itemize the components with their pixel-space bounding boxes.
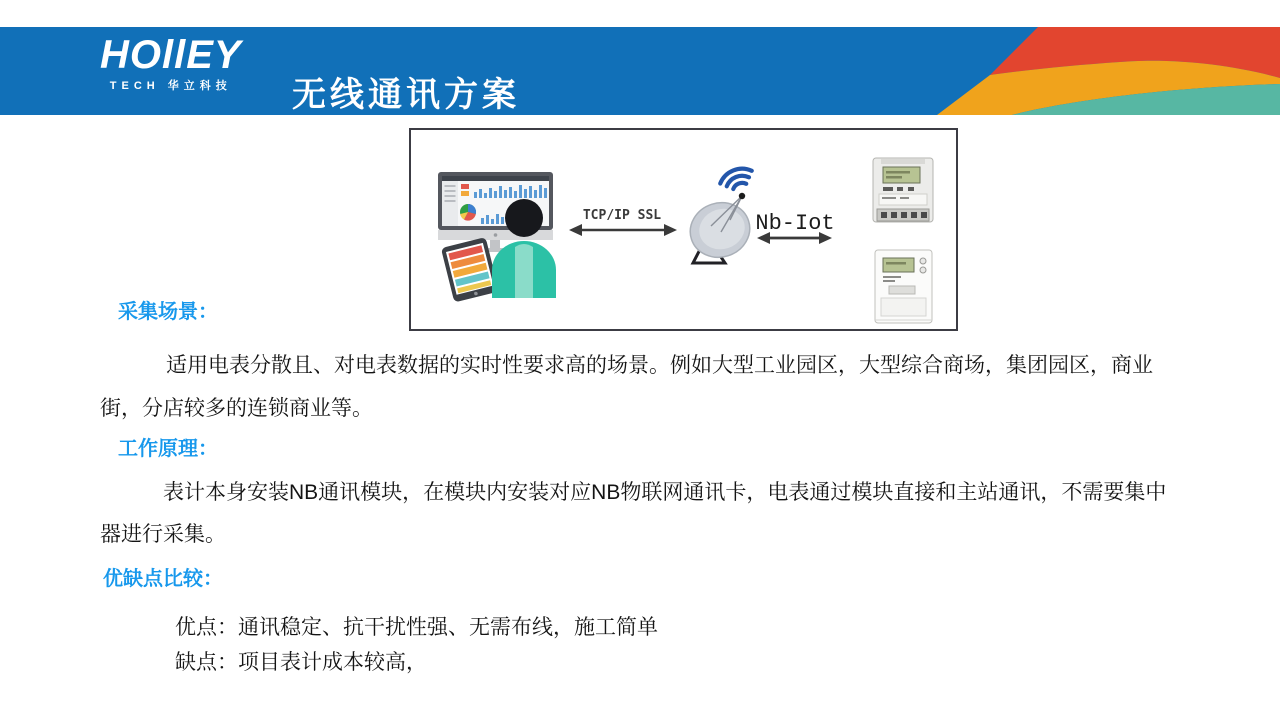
section-heading-collection-scenario: 采集场景： [118,301,218,323]
principle-text-line-1: 表计本身安装NB通讯模块，在模块内安装对应NB物联网通讯卡，电表通过模块直接和主站通讯，不需要集中 [163,481,1167,504]
scenario-text-line-1: 适用电表分散且、对电表数据的实时性要求高的场景。例如大型工业园区，大型综合商场，集团园区，商业 [166,354,1153,377]
page-title: 无线通讯方案 [292,76,520,114]
header-corner-decoration [920,27,1280,115]
pie-chart-illustration [460,204,476,221]
wifi-signal-icon [718,164,756,193]
meter-illustration-1 [873,158,933,222]
holley-logo [100,33,242,93]
header-bar [0,27,1280,115]
holley-logo-brand: HOllEY [100,33,242,77]
meter-illustration-2 [875,250,932,323]
architecture-diagram [409,128,958,331]
diagram-canvas [411,130,956,329]
nb-iot-label: Nb-Iot [755,211,835,236]
holley-logo-subtitle: TECH 华立科技 [109,80,232,92]
left-arrowhead-east [664,224,677,236]
satellite-dish-icon [683,164,757,265]
cons-text-line: 缺点：项目表计成本较高， [175,651,427,674]
nb-iot-link [755,211,834,244]
tcp-ip-ssl-label: TCP/IP SSL [582,208,662,223]
tcp-ip-ssl-link [569,208,677,236]
principle-text-line-2: 器进行采集。 [100,523,226,546]
pros-text-line: 优点：通讯稳定、抗干扰性强、无需布线，施工简单 [175,616,658,639]
section-heading-pros-cons: 优缺点比较： [103,568,223,590]
scenario-text-line-2: 街，分店较多的连锁商业等。 [100,397,373,420]
left-arrowhead-west [569,224,582,236]
section-heading-working-principle: 工作原理： [118,438,218,460]
